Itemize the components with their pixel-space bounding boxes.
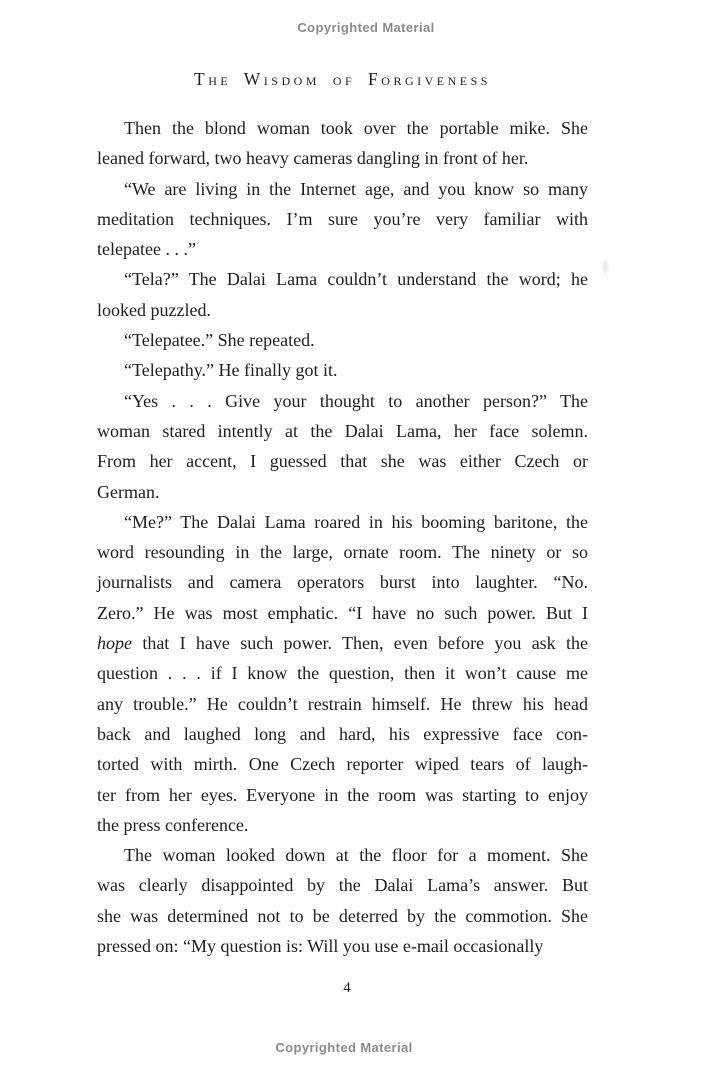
text-line: hope that I have such power. Then, even before you ask the <box>97 633 588 654</box>
text-line: “Yes . . . Give your thought to another person?” The <box>124 390 588 411</box>
text-line: From her accent, I guessed that she was either Czech or <box>97 451 588 472</box>
paragraph <box>97 507 588 840</box>
text-line: the press conference. <box>97 814 249 835</box>
paragraph <box>97 325 588 355</box>
text-line: was clearly disappointed by the Dalai Lama’s answer. But <box>97 875 588 896</box>
text-line: telepatee . . .” <box>97 239 196 260</box>
text-line: “Me?” The Dalai Lama roared in his booming baritone, the <box>124 511 588 532</box>
text-line: she was determined not to be deterred by the commotion. She <box>97 905 588 926</box>
text-line: question . . . if I know the question, then it won’t cause me <box>97 663 588 684</box>
running-header-book-title: The Wisdom of Forgiveness <box>194 69 491 89</box>
text-line: “Tela?” The Dalai Lama couldn’t understand the word; he <box>124 269 588 290</box>
text-line: Zero.” He was most emphatic. “I have no such power. But I <box>97 602 588 623</box>
text-line: back and laughed long and hard, his expressive face con- <box>97 723 588 744</box>
copyright-notice-bottom: Copyrighted Material <box>275 1040 413 1055</box>
text-line: pressed on: “My question is: Will you use e-mail occasionally <box>97 936 544 957</box>
body-text <box>97 113 588 961</box>
paragraph <box>97 264 588 325</box>
paragraph <box>97 174 588 265</box>
paragraph <box>97 386 588 507</box>
page-number: 4 <box>343 980 351 996</box>
text-line: The woman looked down at the floor for a moment. She <box>124 845 588 866</box>
text-line: torted with mirth. One Czech reporter wiped tears of laugh- <box>97 754 588 775</box>
text-line: German. <box>97 481 160 502</box>
text-line: meditation techniques. I’m sure you’re very familiar with <box>97 208 588 229</box>
italic-word: hope <box>97 633 132 654</box>
text-line: ter from her eyes. Everyone in the room was starting to enjoy <box>97 784 588 805</box>
text-line: “Telepathy.” He finally got it. <box>124 360 338 381</box>
scan-artifact <box>603 260 608 274</box>
paragraph <box>97 840 588 961</box>
text-line: journalists and camera operators burst into laughter. “No. <box>97 572 588 593</box>
text-line: woman stared intently at the Dalai Lama, her face solemn. <box>97 420 588 441</box>
text-line: Then the blond woman took over the portable mike. She <box>124 118 588 138</box>
text-line: “We are living in the Internet age, and you know so many <box>124 178 588 199</box>
paragraph <box>97 355 588 385</box>
text-line: looked puzzled. <box>97 299 211 320</box>
copyright-notice-top: Copyrighted Material <box>297 20 435 35</box>
paragraph <box>97 113 588 174</box>
text-line: word resounding in the large, ornate room. The ninety or so <box>97 542 588 563</box>
text-line: “Telepatee.” She repeated. <box>124 330 315 351</box>
text-line: leaned forward, two heavy cameras dangling in front of her. <box>97 148 529 169</box>
text-line: any trouble.” He couldn’t restrain himself. He threw his head <box>97 693 588 714</box>
